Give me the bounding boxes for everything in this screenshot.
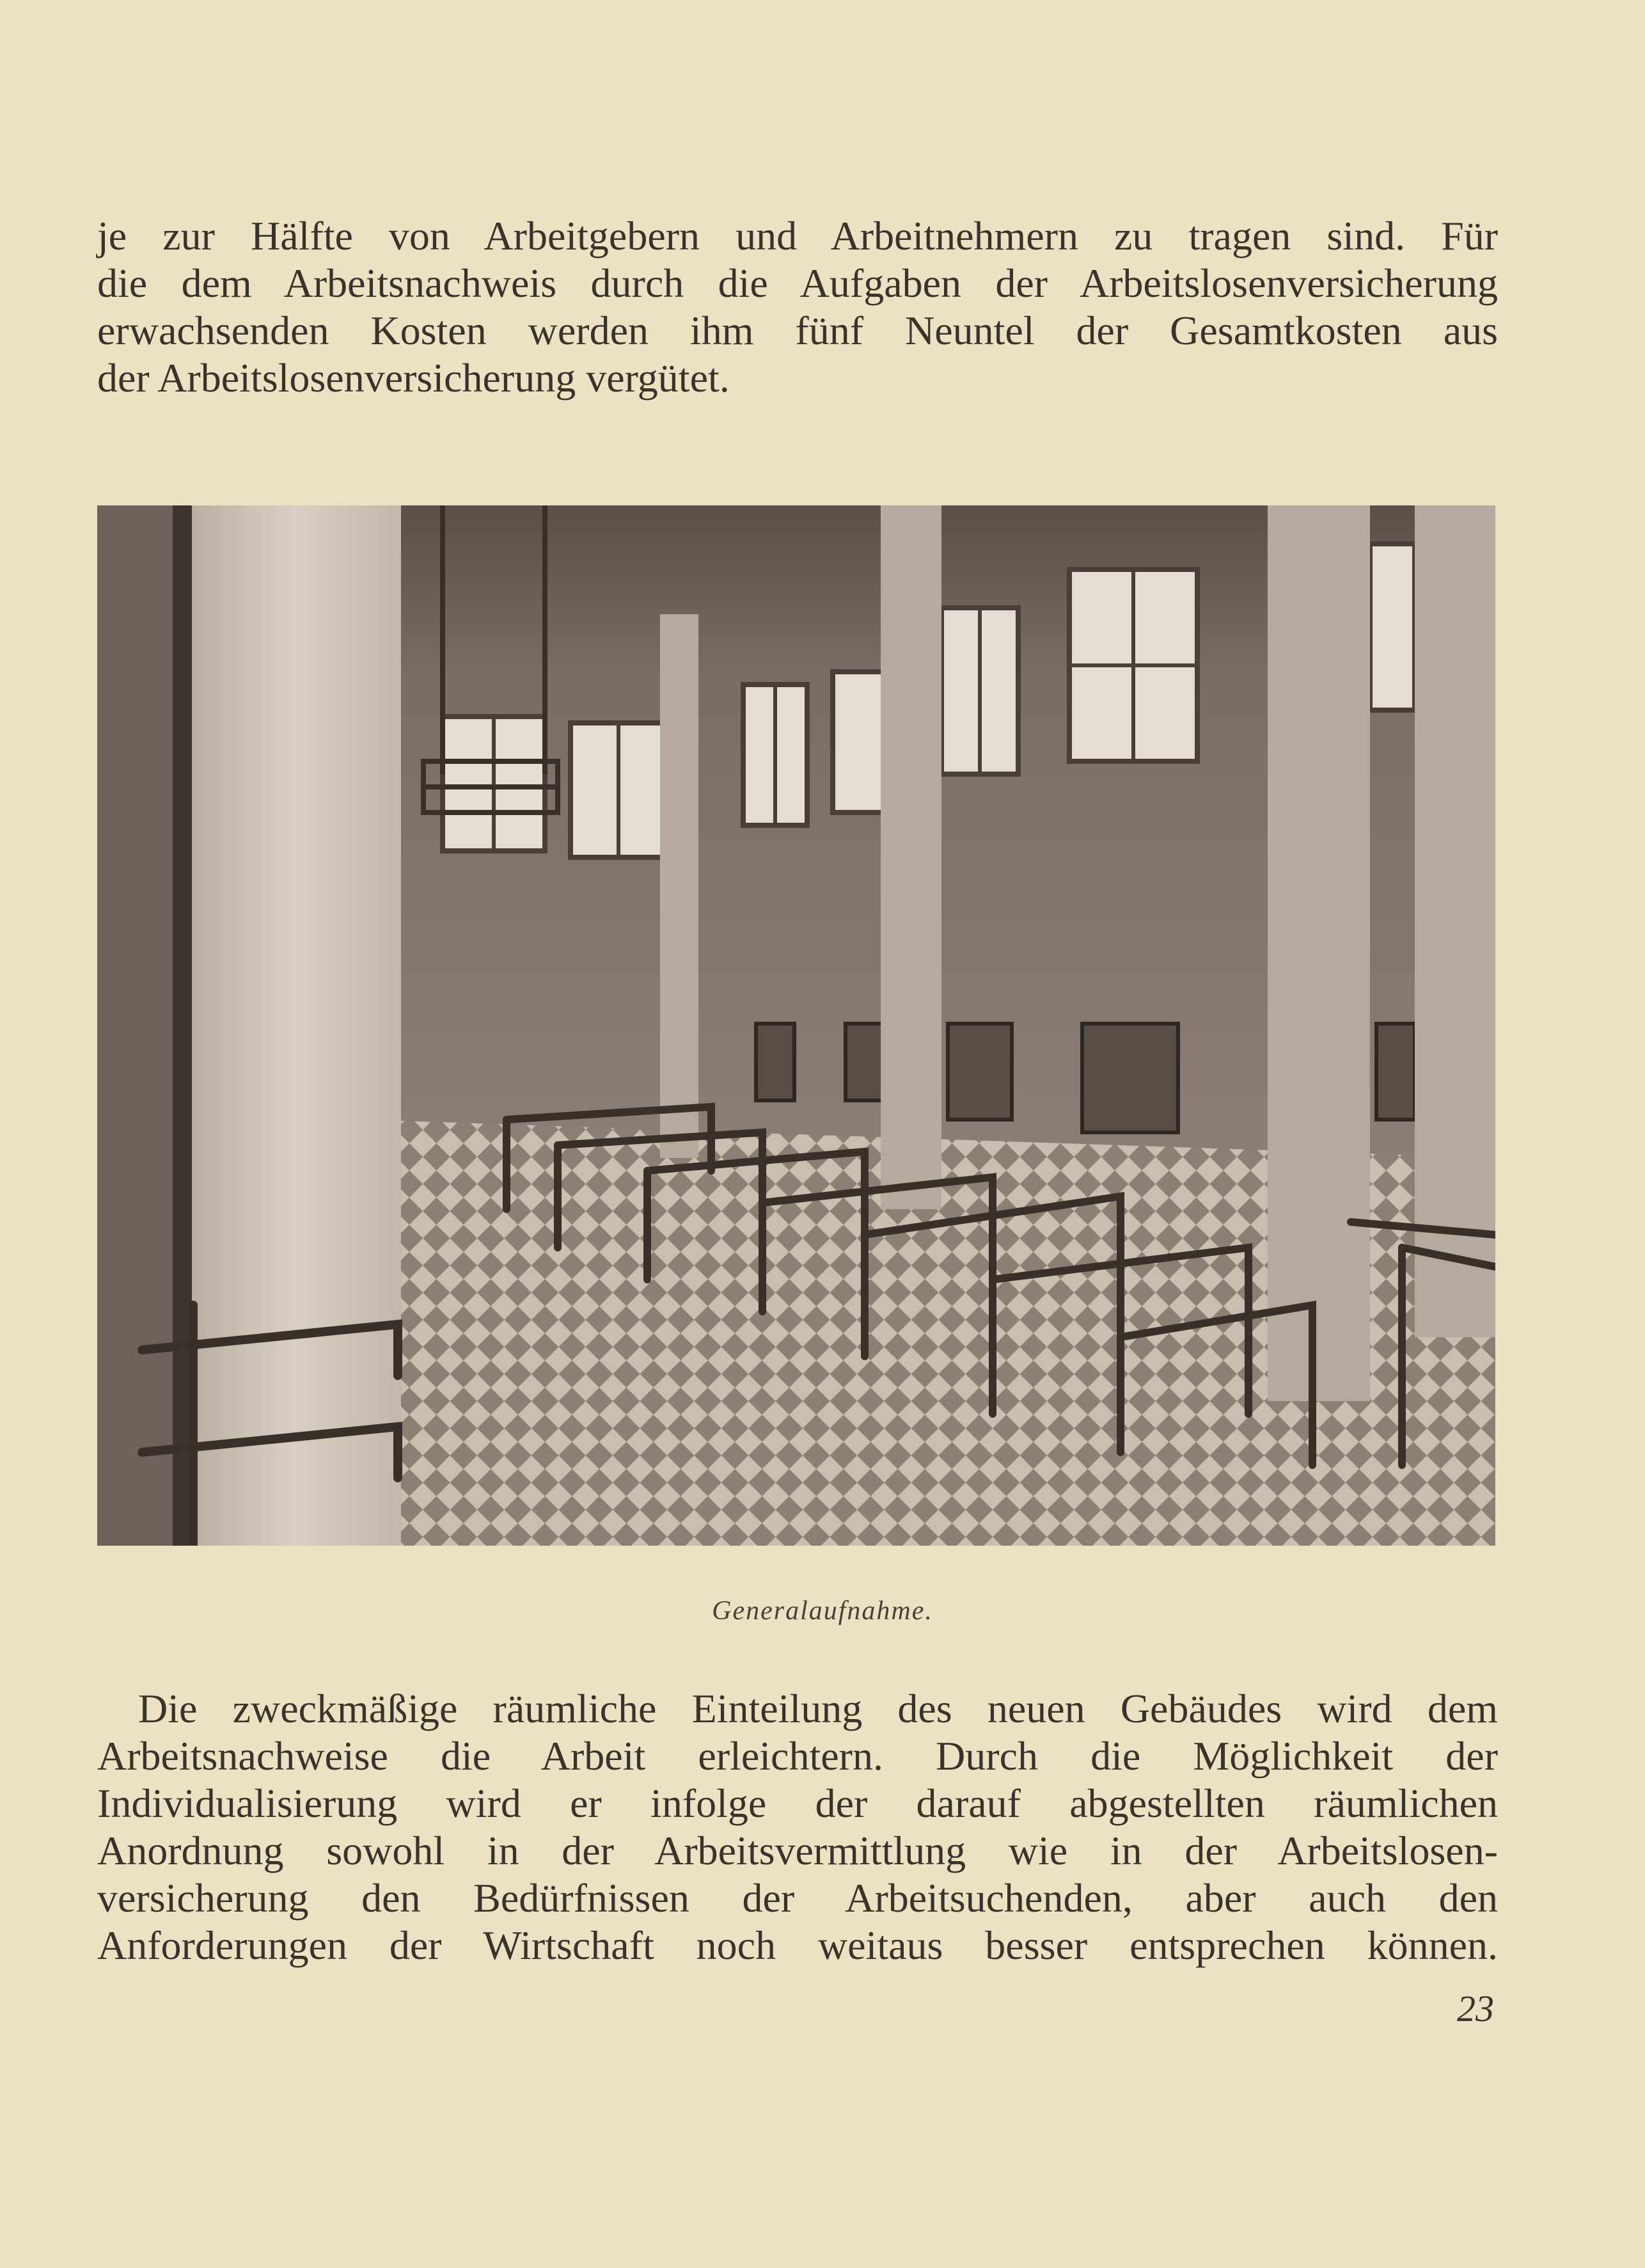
page-number: 23 (1457, 1988, 1494, 2029)
top-paragraph (97, 212, 1498, 402)
bottom-paragraph-line: Die zweckmäßige räumliche Einteilung des neuen Gebäudes wird dem (138, 1686, 1498, 1731)
figure-caption: Generalaufnahme. (712, 1596, 933, 1626)
bottom-paragraph (97, 1685, 1498, 1969)
hall-photograph (97, 505, 1495, 1546)
top-paragraph-line: erwachsenden Kosten werden ihm fünf Neuntel der Gesamtkosten aus (97, 308, 1498, 353)
top-paragraph-line: die dem Arbeitsnachweis durch die Aufgaben der Arbeitslosenversicherung (97, 260, 1498, 306)
bottom-paragraph-line: Anordnung sowohl in der Arbeitsvermittlung wie in der Arbeitslosen- (97, 1828, 1498, 1873)
bottom-paragraph-line: versicherung den Bedürfnissen der Arbeitsuchenden, aber auch den (97, 1875, 1498, 1921)
bottom-paragraph-line: Arbeitsnachweise die Arbeit erleichtern. Durch die Möglichkeit der (97, 1733, 1498, 1779)
top-paragraph-line: je zur Hälfte von Arbeitgebern und Arbeitnehmern zu tragen sind. Für (97, 213, 1498, 258)
top-paragraph-line: der Arbeitslosenversicherung vergütet. (97, 355, 730, 400)
bottom-paragraph-line: Individualisierung wird er infolge der darauf abgestellten räumlichen (97, 1780, 1498, 1826)
bottom-paragraph-line: Anforderungen der Wirtschaft noch weitaus besser entsprechen können. (97, 1923, 1498, 1968)
